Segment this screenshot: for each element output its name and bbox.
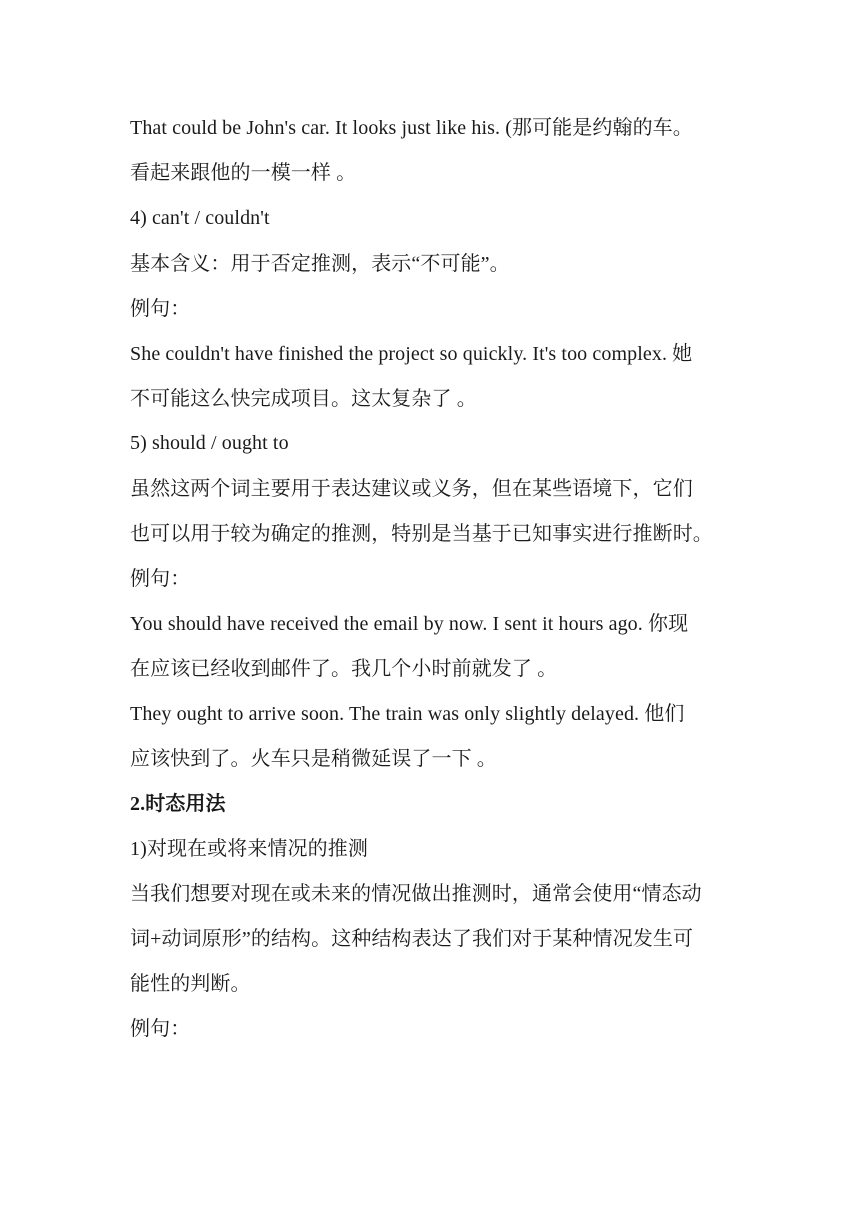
example-sentence-project: She couldn't have finished the project so quickly. It's too complex. 她 <box>130 343 693 365</box>
meaning-cant-couldnt: 基本含义：用于否定推测，表示“不可能”。 <box>130 253 510 275</box>
section-heading-tense-usage: 2.时态用法 <box>130 793 226 815</box>
example-sentence-johns-car: That could be John's car. It looks just like his. (那可能是约翰的车。 <box>130 117 693 139</box>
translation-project: 不可能这么快完成项目。这太复杂了 。 <box>130 388 477 410</box>
heading-should-ought-to: 5) should / ought to <box>130 432 289 454</box>
example-label: 例句： <box>130 568 191 590</box>
example-label: 例句： <box>130 1018 191 1040</box>
paragraph-present-future-line-1: 当我们想要对现在或未来的情况做出推测时，通常会使用“情态动 <box>130 883 702 905</box>
subheading-present-future: 1)对现在或将来情况的推测 <box>130 838 368 860</box>
paragraph-present-future-line-2: 词+动词原形”的结构。这种结构表达了我们对于某种情况发生可 <box>130 928 694 950</box>
translation-email: 在应该已经收到邮件了。我几个小时前就发了 。 <box>130 658 558 680</box>
paragraph-present-future-line-3: 能性的判断。 <box>130 973 251 995</box>
example-sentence-email: You should have received the email by now. I sent it hours ago. 你现 <box>130 613 689 635</box>
paragraph-should-ought-line-2: 也可以用于较为确定的推测，特别是当基于已知事实进行推断时。 <box>130 523 713 545</box>
translation-train: 应该快到了。火车只是稍微延误了一下 。 <box>130 748 497 770</box>
example-sentence-train: They ought to arrive soon. The train was only slightly delayed. 他们 <box>130 703 685 725</box>
example-label: 例句： <box>130 298 191 320</box>
translation-johns-car: 看起来跟他的一模一样 。 <box>130 162 357 184</box>
paragraph-should-ought-line-1: 虽然这两个词主要用于表达建议或义务，但在某些语境下，它们 <box>130 478 693 500</box>
heading-cant-couldnt: 4) can't / couldn't <box>130 207 270 229</box>
